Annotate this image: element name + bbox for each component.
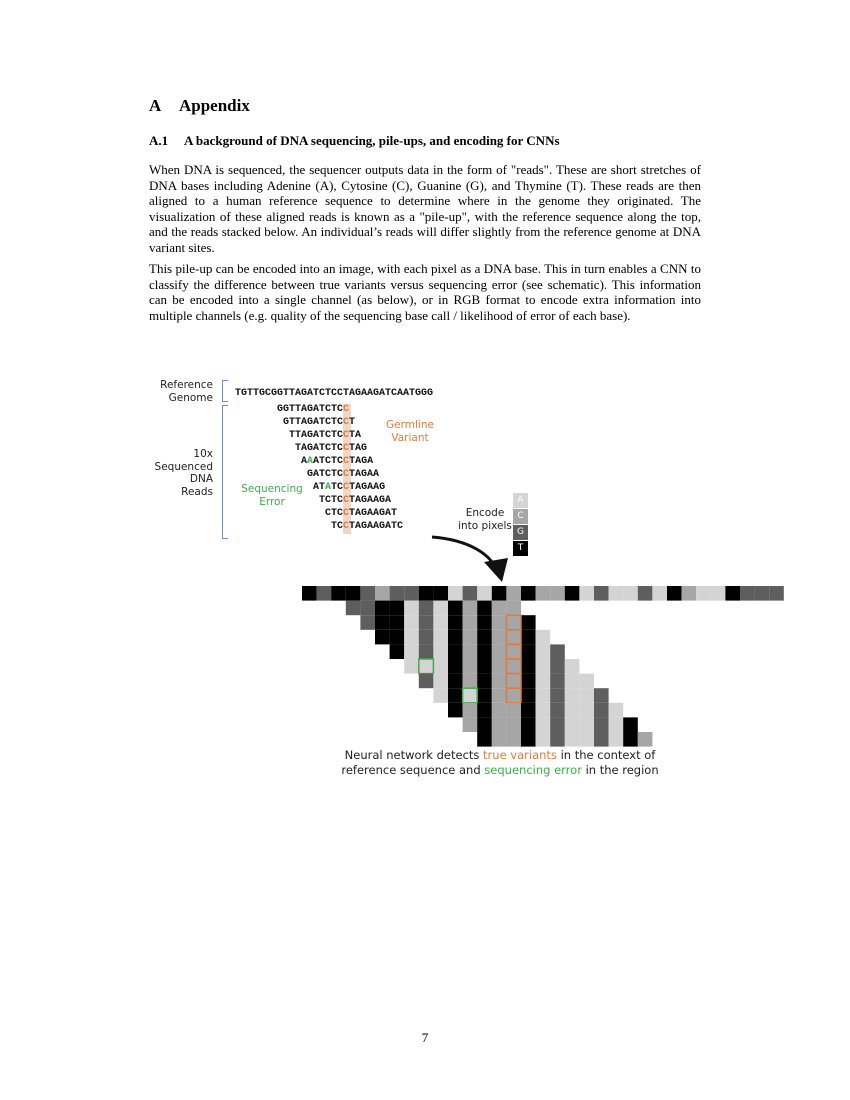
read-pixel [390,644,405,659]
read-pixel [521,644,536,659]
read-pixel [390,615,405,630]
read-bases: AT [313,482,326,493]
read-pixel [477,674,492,689]
read-pixel [594,688,609,703]
read-pixel [550,659,565,674]
encode-label-line: into pixels [458,519,512,532]
read-pixel [404,630,419,645]
reference-pixel [360,586,375,601]
caption-text: in the region [581,763,659,777]
read-variant-base: C [343,521,350,532]
read-pixel [506,674,521,689]
caption-text: in the context of reference sequence and [341,748,656,777]
read-pixel [360,601,375,616]
read-bases: TAGAAGA [349,495,392,506]
read-bases: TAG [349,443,368,454]
read-pixel [346,601,361,616]
reference-pixel [506,586,521,601]
legend-cell-a: A [513,493,528,508]
read-pixel [463,688,478,703]
read-pixel [477,644,492,659]
reference-pixel [433,586,448,601]
read-pixel [492,659,507,674]
reference-pixel [594,586,609,601]
reference-sequence: TGTTGCGGTTAGATCTCCTAGAAGATCAATGGG [235,388,434,399]
germline-label-line: Variant [391,431,429,444]
read-pixel [477,717,492,732]
read-pixel [521,703,536,718]
read-bases: TA [349,430,362,441]
read-pixel [536,732,551,747]
read-pixel [463,674,478,689]
read-pixel [463,703,478,718]
read-variant-base: C [343,495,350,506]
reference-pixel [682,586,697,601]
read-bases: TAGA [349,456,374,467]
read-pixel [536,717,551,732]
reference-pixel [536,586,551,601]
read-pixel [448,674,463,689]
read-variant-base: C [343,417,350,428]
read-pixel [550,644,565,659]
reference-pixel [521,586,536,601]
read-pixel [477,688,492,703]
reference-pixel [638,586,653,601]
read-pixel [521,659,536,674]
read-pixel [565,703,580,718]
read-pixel [550,703,565,718]
read-pixel [565,688,580,703]
read-pixel [463,644,478,659]
read-pixel [492,601,507,616]
read-error-base: A [307,456,314,467]
read-bases: A [301,456,308,467]
read-pixel [390,601,405,616]
read-pixel [477,630,492,645]
paragraph-dna-sequencing: When DNA is sequenced, the sequencer outputs data in the form of "reads". These are short stretches of DNA bases including Adenine (A), Cytosine (C), Guanine (G), and Thymine (T). These reads are then aligned to a human reference sequence to determine where in the genome they originated. The visualization of these aligned reads is known as a "pile-up", with the reference sequence along the top, and the reads stacked below. An individual’s reads will differ slightly from the reference genome at DNA variant sites. [149,162,701,255]
read-pixel [477,732,492,747]
read-pixel [448,703,463,718]
read-pixel [506,732,521,747]
read-bases: GGTTAGATCTC [277,404,344,415]
read-pixel [448,659,463,674]
read-pixel [404,659,419,674]
read-pixel [594,717,609,732]
read-pixel [492,717,507,732]
read-bases: T [349,417,356,428]
section-title: Appendix [179,96,250,115]
caption-true-variants: true variants [483,748,557,762]
read-pixel [579,674,594,689]
reference-pixel [623,586,638,601]
read-pixel [404,601,419,616]
read-pixel [492,688,507,703]
read-pixel [536,659,551,674]
read-pixel [565,717,580,732]
read-pixel [433,688,448,703]
read-pixel [419,615,434,630]
read-pixel [448,644,463,659]
reference-pixel [419,586,434,601]
read-pixel [550,688,565,703]
read-pixel [477,703,492,718]
reference-label-line: Genome [168,391,213,404]
read-pixel [579,703,594,718]
read-pixel [565,674,580,689]
reference-pixel [550,586,565,601]
read-pixel [638,732,653,747]
legend-cell-t: T [513,541,528,556]
read-variant-base: C [343,508,350,519]
reference-pixel [667,586,682,601]
error-label-line: Sequencing [241,483,303,495]
reference-pixel [477,586,492,601]
read-pixel [609,732,624,747]
read-pixel [579,717,594,732]
read-pixel [536,688,551,703]
read-pixel [448,615,463,630]
read-pixel [477,615,492,630]
read-bases: TAGAAGAT [349,508,398,519]
read-bases: TAGAAG [349,482,386,493]
read-pixel [375,601,390,616]
section-number: A [149,96,162,115]
reference-pixel [652,586,667,601]
read-pixel [404,615,419,630]
read-pixel [579,732,594,747]
reference-pixel [565,586,580,601]
read-pixel [550,717,565,732]
read-pixel [594,703,609,718]
reference-pixel [448,586,463,601]
read-pixel [536,703,551,718]
read-pixel [521,732,536,747]
read-pixel [463,630,478,645]
figure-caption [320,748,680,778]
read-pixel [477,659,492,674]
read-variant-base: C [343,456,350,467]
read-pixel [521,674,536,689]
error-label-line: Error [259,495,285,508]
reference-pixel [463,586,478,601]
read-pixel [360,615,375,630]
read-pixel [506,688,521,703]
read-bases: TC [331,482,344,493]
read-pixel [565,659,580,674]
read-bases: CTC [325,508,344,519]
read-pixel [506,703,521,718]
paragraph-pileup-encoding: This pile-up can be encoded into an image, with each pixel as a DNA base. This in turn enables a CNN to classify the difference between true variants versus sequencing error (see schematic). This information can be encoded into a single channel (as below), or in RGB format to encode extra information into multiple channels (e.g. quality of the sequencing base call / likelihood of error of each base). [149,261,701,323]
reference-pixel [390,586,405,601]
read-pixel [565,732,580,747]
reference-pixel [317,586,332,601]
read-pixel [506,717,521,732]
reference-pixel [346,586,361,601]
read-variant-base: C [343,430,350,441]
read-pixel [550,674,565,689]
read-variant-base: C [343,482,350,493]
read-pixel [375,615,390,630]
read-pixel [390,630,405,645]
read-pixel [506,601,521,616]
read-pixel [375,630,390,645]
read-pixel [536,644,551,659]
read-pixel [419,644,434,659]
read-pixel [433,659,448,674]
reference-pixel [404,586,419,601]
read-pixel [463,659,478,674]
read-pixel [521,688,536,703]
caption-sequencing-error: sequencing error [484,763,582,777]
reference-pixel [725,586,740,601]
read-pixel [550,732,565,747]
read-bases: GATCTC [307,469,344,480]
reads-label-line: Sequenced [154,460,213,473]
read-pixel [623,732,638,747]
read-pixel [594,732,609,747]
read-pixel [521,630,536,645]
read-pixel [419,601,434,616]
reads-label-line: Reads [181,485,213,498]
subsection-number: A.1 [149,133,169,148]
read-pixel [463,717,478,732]
page-number: 7 [421,1030,429,1045]
read-pixel [521,615,536,630]
read-pixel [521,717,536,732]
read-pixel [463,601,478,616]
read-variant-base: C [343,469,350,480]
reference-pixel [696,586,711,601]
read-pixel [506,615,521,630]
reads-label-line: 10x [193,448,213,460]
encode-label-line: Encode [465,507,505,519]
read-bases: TTAGATCTC [289,430,344,441]
read-pixel [492,674,507,689]
reference-pixel [609,586,624,601]
read-bases: TCTC [319,495,344,506]
read-pixel [536,630,551,645]
reference-pixel [375,586,390,601]
read-pixel [433,615,448,630]
read-pixel [404,644,419,659]
read-pixel [477,601,492,616]
read-pixel [536,674,551,689]
read-pixel [433,644,448,659]
subsection-title: A background of DNA sequencing, pile-ups, and encoding for CNNs [184,133,560,148]
read-pixel [448,601,463,616]
read-bases: ATCTC [313,456,344,467]
reference-pixel [769,586,784,601]
reference-pixel [579,586,594,601]
read-variant-base: C [343,404,350,415]
germline-label-line: Germline [386,419,434,431]
read-pixel [609,717,624,732]
read-pixel [492,703,507,718]
caption-text: Neural network detects [344,748,484,762]
read-variant-base: C [343,443,350,454]
read-pixel [492,630,507,645]
reference-pixel [740,586,755,601]
read-pixel [579,688,594,703]
reference-label-line: Reference [160,379,213,391]
read-pixel [419,630,434,645]
read-bases: TAGAA [349,469,380,480]
read-pixel [506,644,521,659]
reference-pixel [331,586,346,601]
read-pixel [623,717,638,732]
legend-cell-g: G [513,525,528,540]
reference-pixel [755,586,770,601]
read-pixel [492,732,507,747]
reference-pixel [492,586,507,601]
read-pixel [492,615,507,630]
read-pixel [463,615,478,630]
read-bases: TAGAAGATC [349,521,404,532]
read-pixel [433,630,448,645]
reference-pixel [302,586,317,601]
read-bases: TC [331,521,344,532]
read-pixel [492,644,507,659]
read-pixel [419,674,434,689]
read-bases: GTTAGATCTC [283,417,344,428]
read-pixel [609,703,624,718]
read-pixel [448,630,463,645]
read-error-base: A [325,482,332,493]
read-pixel [419,659,434,674]
read-pixel [448,688,463,703]
read-pixel [506,659,521,674]
reference-pixel [711,586,726,601]
reads-label-line: DNA [189,473,213,485]
read-pixel [433,601,448,616]
legend-cell-c: C [513,509,528,524]
read-pixel [506,630,521,645]
read-pixel [433,674,448,689]
read-bases: TAGATCTC [295,443,344,454]
